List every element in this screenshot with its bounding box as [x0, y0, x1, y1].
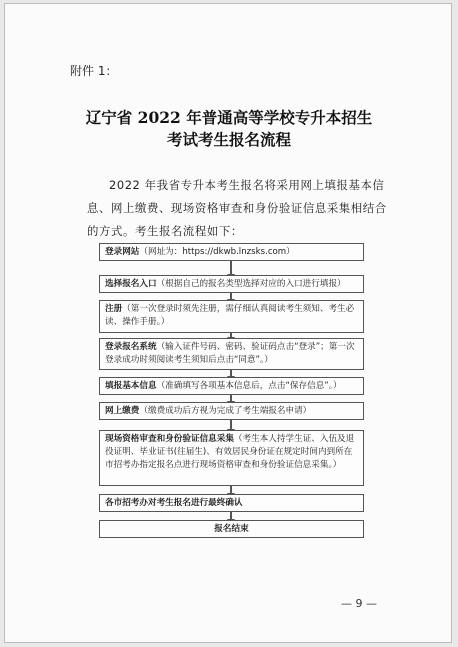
step-heading: 登录网站	[105, 247, 140, 257]
step-login-website	[99, 243, 364, 261]
step-registration-end	[99, 520, 364, 538]
flow-arrow	[230, 293, 232, 300]
page-number: — 9 —	[341, 597, 377, 610]
step-fill-info	[99, 377, 364, 395]
title-line-2: 考试考生报名流程	[166, 130, 291, 149]
flow-arrow	[230, 261, 232, 275]
step-select-entry	[99, 275, 364, 293]
annex-label: 附件 1：	[70, 64, 118, 78]
intro-paragraph: 2022 年我省专升本考生报名将采用网上填报基本信息、网上缴费、现场资格审查和身份验证信息采集相结合的方式。考生报名流程如下：	[87, 178, 387, 238]
flow-arrow	[230, 395, 232, 402]
step-description: （根据自己的报名类型选择对应的入口进行填报）	[156, 279, 346, 289]
step-onsite-review	[99, 430, 364, 486]
step-online-payment	[99, 402, 364, 420]
document-page	[4, 3, 452, 643]
flow-arrow	[230, 420, 232, 430]
step-description: （准确填写各项基本信息后，点击“保存信息”。）	[156, 381, 342, 391]
step-description: （缴费成功后方视为完成了考生端报名申请）	[139, 406, 312, 416]
step-heading: 现场资格审查和身份验证信息采集	[105, 434, 234, 444]
step-description: （输入证件号码、密码、验证码点击“登录”；第一次登录成功时须阅读考生须知后点击“同意”。）	[105, 342, 355, 365]
flow-arrow	[230, 486, 232, 494]
flow-arrow	[230, 512, 232, 520]
step-description: （网址为：https://dkwb.lnzsks.com）	[139, 247, 295, 257]
step-heading: 填报基本信息	[105, 381, 157, 391]
step-final-confirmation	[99, 494, 364, 512]
step-heading: 登录报名系统	[105, 342, 157, 352]
step-heading: 选择报名入口	[105, 279, 157, 289]
title-line-1: 辽宁省 2022 年普通高等学校专升本招生	[85, 108, 373, 127]
step-login-system	[99, 338, 364, 370]
step-heading: 网上缴费	[105, 406, 140, 416]
step-heading: 各市招考办对考生报名进行最终确认	[105, 498, 243, 508]
step-description: （考生本人持学生证、入伍及退役证明、毕业证书(往届生)、有效居民身份证在规定时间内到所在市招考办指定报名点进行现场资格审查和身份验证信息采集。）	[105, 434, 355, 470]
step-description: （第一次登录时须先注册，需仔细认真阅读考生须知、考生必读、操作手册。）	[105, 304, 355, 327]
step-heading: 注册	[105, 304, 123, 314]
step-register	[99, 300, 364, 333]
step-heading: 报名结束	[214, 524, 249, 534]
flow-arrow	[230, 370, 232, 377]
